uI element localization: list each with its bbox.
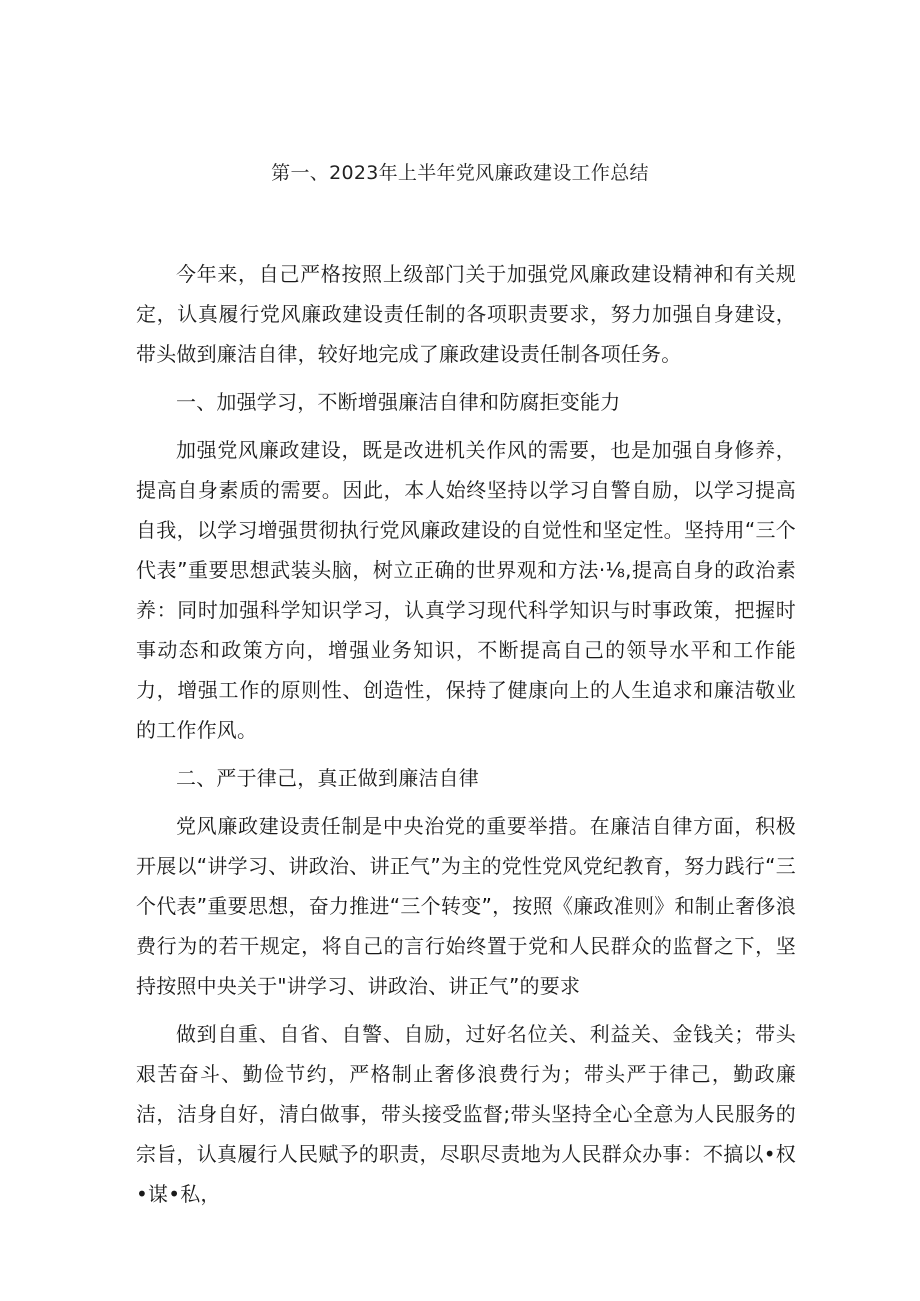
section-1-paragraph: 加强党风廉政建设，既是改进机关作风的需要，也是加强自身修养，提高自身素质的需要。因此，本人始终坚持以学习自警自励，以学习提高自我，以学习增强贯彻执行党风廉政建设的自觉性和坚定性。坚持用“三个代表”重要思想武装头脑，树立正确的世界观和方法·⅛,提高自身的政治素养：同时加强科学知识学习，认真学习现代科学知识与时事政策，把握时事动态和政策方向，增强业务知识，不断提高自己的领导水平和工作能力，增强工作的原则性、创造性，保持了健康向上的人生追求和廉洁敬业的工作作风。 <box>136 438 796 742</box>
intro-paragraph: 今年来，自己严格按照上级部门关于加强党风廉政建设精神和有关规定，认真履行党风廉政建设责任制的各项职责要求，努力加强自身建设，带头做到廉洁自律，较好地完成了廉政建设责任制各项任务。 <box>136 262 796 366</box>
document-title: 第一、2023年上半年党风廉政建设工作总结 <box>271 162 649 184</box>
section-2-paragraph-2: 做到自重、自省、自警、自励，过好名位关、利益关、金钱关；带头艰苦奋斗、勤俭节约，严格制止奢侈浪费行为；带头严于律己，勤政廉洁，洁身自好，清白做事，带头接受监督;带头坚持全心全意为人民服务的宗旨，认真履行人民赋予的职责，尽职尽责地为人民群众办事：不搞以•权•谋•私， <box>136 1022 796 1206</box>
document-body <box>136 254 796 1214</box>
section-2-paragraph-1: 党风廉政建设责任制是中央治党的重要举措。在廉洁自律方面，积极开展以“讲学习、讲政治、讲正气”为主的党性党风党纪教育，努力践行“三个代表”重要思想，奋力推进“三个转变”，按照《廉政准则》和制止奢侈浪费行为的若干规定，将自己的言行始终置于党和人民群众的监督之下，坚持按照中央关于"讲学习、讲政治、讲正气”的要求 <box>136 814 796 998</box>
section-1-heading: 一、加强学习，不断增强廉洁自律和防腐拒变能力 <box>176 390 621 414</box>
section-2-heading: 二、严于律己，真正做到廉洁自律 <box>176 766 479 790</box>
